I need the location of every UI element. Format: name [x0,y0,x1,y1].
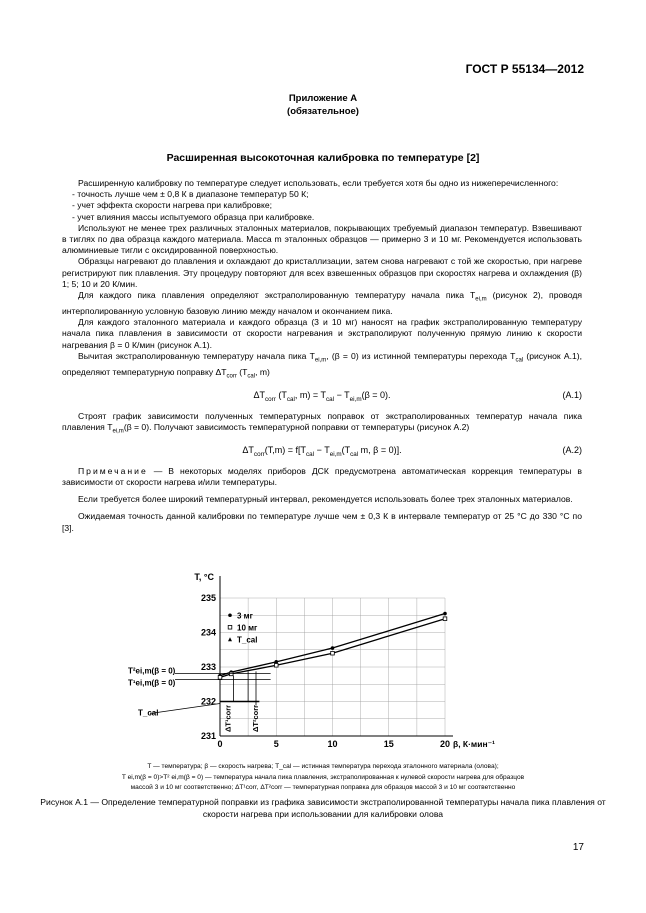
annotation-label: T_cal [138,708,159,718]
text-span: , m) [255,366,270,377]
standard-code: ГОСТ Р 55134—2012 [465,62,584,76]
data-point [274,663,278,667]
equation-expression: $\Delta T_{corr}(T,m) = f[T_{cal} - T_{ei,m}(T_{cal}$ m, β = 0)]. [242,444,402,458]
paragraph: Используют не менее трех различных эталонных материалов, покрывающих требуемый диапазон температур. Взвешивают в тиглях по два образца каждого материала. Масса m эталонных образцов — примерно 3 и 10 мг. Рекомендуется использовать алюминиевые тигли с оксидированной поверхностью. [62,222,582,256]
chart-labels [128,572,495,749]
data-point [331,651,335,655]
page-number: 17 [572,842,584,853]
equation-number: (А.1) [562,389,582,400]
list-item: - учет эффекта скорости нагрева при калибровке; [72,200,273,211]
data-point [443,612,447,616]
subscript: cal [247,373,256,380]
subscript: ei,m [314,357,327,364]
text-span: , (β = 0) из истинной температуры перехода T [326,350,516,361]
paragraph: Для каждого эталонного материала и каждого образца (3 и 10 мг) наносят на график экстраполированную температуру начала пика плавления в зависимости от скорости нагревания и экстраполируют полученную прямую линию к скорости нагревания β = 0 К/мин (рисунок А.1). [62,317,582,350]
paragraph-intro: Расширенную калибровку по температуре следует использовать, если требуется хотя бы одно из нижеперечисленного: [78,178,559,188]
paragraph: Если требуется более широкий температурный интервал, рекомендуется использовать более трех эталонных материалов. [78,494,573,505]
data-point [331,646,335,650]
note [62,466,582,488]
subscript: ei,m [112,428,124,435]
body-text [62,178,582,534]
paragraph: Образцы нагревают до плавления и охлаждают до кристаллизации, затем снова нагревают с той же скоростью, при нагреве регистрируют пик плавления. Эту процедуру повторяют для всех взвешенных образцов при скоростях нагрева и охлаждения (β) 1; 5; 10 и 20 К/мин. [62,256,582,289]
y-tick-label: 235 [200,593,216,603]
text-span: (T [236,366,248,377]
y-axis-label: T, °C [194,572,214,582]
legend-line: T ei,m(β = 0)>T² ei,m(β = 0) — температура начала пика плавления, экстраполированная к нулевой скорости нагрева для образцов [121,773,525,781]
legend-entry: 10 мг [237,623,258,633]
legend-marker [228,625,232,629]
text-span: (β = 0). Получают зависимость температурной поправки от температуры (рисунок А.2) [123,421,470,432]
y-tick-label: 231 [200,731,216,741]
text-span: Для каждого пика плавления определяют экстраполированную температуру начала пика T [78,290,476,301]
text-span: Вычитая экстраполированную температуру начала пика T [78,350,315,361]
data-point [218,676,222,680]
annotation-label: ΔT¹corr [223,704,233,732]
equation-a2 [62,441,582,463]
list-item: - точность лучше чем ± 0,8 К в диапазоне температур 50 К; [72,189,309,200]
paragraph: Ожидаемая точность данной калибровки по температуре лучше чем ± 0,3 К в интервале температур от 25 °С до 330 °С по [3]. [62,511,582,533]
annotation-label: T²ei,m(β = 0) [128,666,176,676]
subscript: ei,m [475,296,487,303]
figure-chart [120,568,520,768]
y-tick-label: 234 [200,627,216,638]
x-tick-label: 5 [273,739,279,749]
data-point [229,672,233,676]
paragraph [62,290,582,317]
x-axis-label: β, К·мин⁻¹ [453,739,495,749]
figure-caption: Рисунок А.1 — Определение температурной поправки из графика зависимости экстраполированной температуры начала пика плавления от скорости нагрева при использовании для калибровки олова [40,797,606,819]
note-label: Примечание [78,465,148,476]
x-tick-label: 15 [383,739,394,749]
annotation-label: T¹ei,m(β = 0) [128,678,176,688]
text-span: (рисунок А.1), определяют температурную поправку ΔT [62,350,582,377]
legend-marker [228,637,232,641]
chart-series [150,612,447,714]
figure-legend [40,762,606,794]
x-tick-label: 10 [327,739,338,749]
data-point [443,617,447,621]
y-tick-label: 233 [200,662,216,672]
legend-line: массой 3 и 10 мг соответственно; ΔT¹corr, ΔT²corr — температурная поправка для образцов массой 3 и 10 мг соответственно [130,784,516,791]
y-tick-label: 232 [200,696,216,707]
x-tick-label: 0 [217,739,223,749]
appendix-heading [0,92,646,118]
text-span: (рисунок 2), проводя интерполированную условную базовую линию между началом и окончанием пика. [62,290,582,316]
annotation-label: ΔT²corr [251,704,261,732]
paragraph [62,351,582,383]
legend-marker [228,613,232,617]
equation-number: (А.2) [562,444,582,455]
section-title: Расширенная высокоточная калибровка по температуре [2] [166,152,480,164]
paragraph [62,411,582,438]
subscript: cal [515,357,524,364]
equation-a1 [62,386,582,408]
note-text: — В некоторых моделях приборов ДСК предусмотрена автоматическая коррекция температуры в зависимости от скорости нагрева и/или температуры. [62,465,582,487]
x-tick-label: 20 [439,739,451,749]
appendix-type: (обязательное) [287,106,359,117]
text-span: Строят график зависимости полученных температурных поправок от экстраполированных температур начала пика плавления T [62,410,582,432]
subscript: corr [226,373,237,380]
legend-line: T — температура; β — скорость нагрева; T_cal — истинная температура перехода эталонного материала (олова); [147,763,499,770]
appendix-title: Приложение А [288,93,358,104]
list-item: - учет влияния массы испытуемого образца при калибровке. [72,211,315,222]
legend-entry: 3 мг [237,611,253,621]
equation-expression: $\Delta T_{corr}$ ($T_{cal}$, $m) = T_{cal} - T_{ei,m}(\beta = 0)$. [253,389,391,403]
legend-entry: T_cal [237,635,258,645]
